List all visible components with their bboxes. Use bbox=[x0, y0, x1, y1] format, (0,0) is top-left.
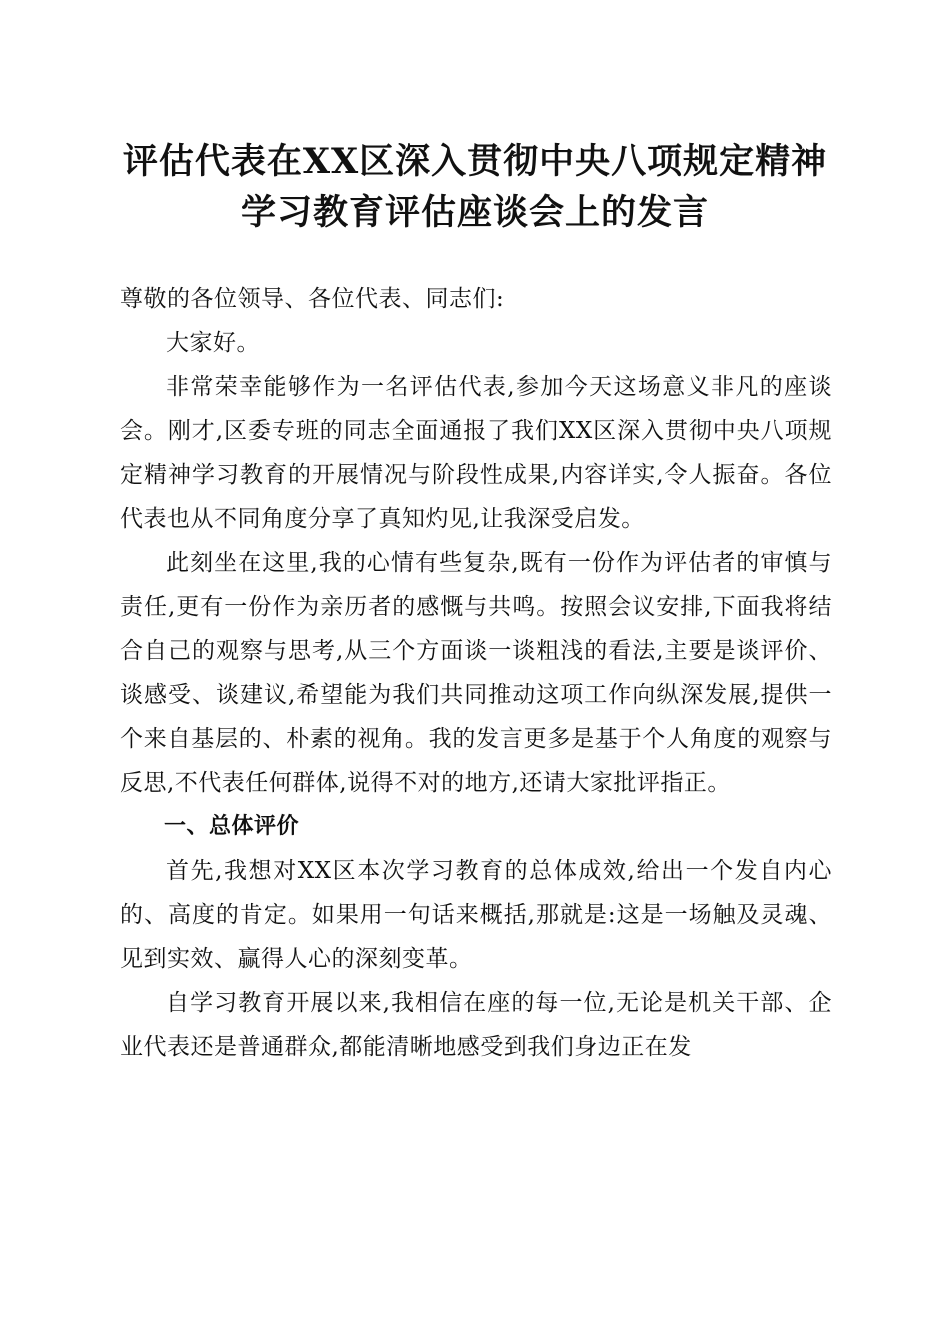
title-line-2: 学习教育评估座谈会上的发言 bbox=[240, 192, 709, 233]
paragraph-evaluation: 首先,我想对XX区本次学习教育的总体成效,给出一个发自内心的、高度的肯定。如果用一句话来概括,那就是:这是一场触及灵魂、见到实效、赢得人心的深刻变革。 bbox=[120, 858, 832, 972]
salutation: 尊敬的各位领导、各位代表、同志们: bbox=[120, 286, 505, 312]
paragraph-greeting: 大家好。 bbox=[166, 330, 260, 356]
paragraph-outline: 此刻坐在这里,我的心情有些复杂,既有一份作为评估者的审慎与责任,更有一份作为亲历者的感慨与共鸣。按照会议安排,下面我将结合自己的观察与思考,从三个方面谈一谈粗浅的看法,主要是谈评价、谈感受、谈建议,希望能为我们共同推动这项工作向纵深发展,提供一个来自基层的、朴素的视角。我的发言更多是基于个人角度的观察与反思,不代表任何群体,说得不对的地方,还请大家批评指正。 bbox=[120, 550, 832, 796]
section-heading-overall-evaluation: 一、总体评价 bbox=[164, 814, 300, 839]
paragraph-observation: 自学习教育开展以来,我相信在座的每一位,无论是机关干部、企业代表还是普通群众,都能清晰地感受到我们身边正在发 bbox=[120, 990, 832, 1060]
document-title bbox=[100, 136, 850, 238]
paragraph-intro: 非常荣幸能够作为一名评估代表,参加今天这场意义非凡的座谈会。刚才,区委专班的同志全面通报了我们XX区深入贯彻中央八项规定精神学习教育的开展情况与阶段性成果,内容详实,令人振奋。各位代表也从不同角度分享了真知灼见,让我深受启发。 bbox=[120, 374, 832, 532]
document-body bbox=[120, 277, 832, 1069]
title-line-1: 评估代表在XX区深入贯彻中央八项规定精神 bbox=[122, 141, 828, 182]
